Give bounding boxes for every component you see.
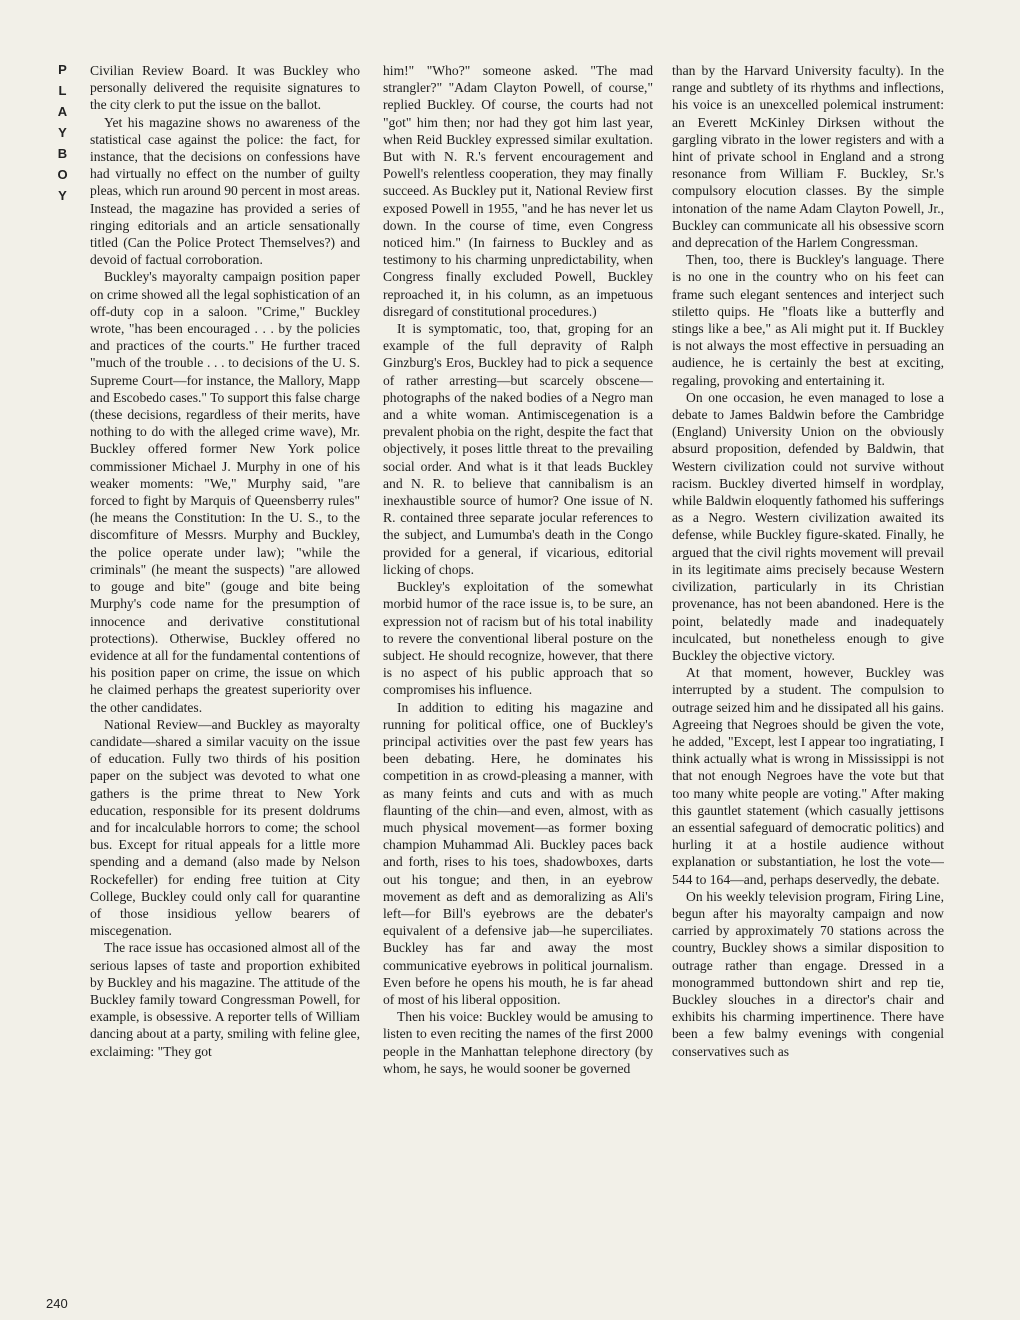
magazine-name: PLAYBOY [55, 62, 70, 209]
page-number: 240 [46, 1296, 68, 1311]
paragraph: In addition to editing his magazine and running for political office, one of Buckley's principal activities over the past few years has been debating. Here, he dominates his competition in as crowd-pleasing a manner, with as many feints and cuts and with as much flaunting of the chin—and even, almost, with as much physical movement—as former boxing champion Muhammad Ali. Buckley paces back and forth, rises to his toes, shadowboxes, darts out his tongue; and then, in an eyebrow movement as deft and as demoralizing as Ali's left—for Bill's eyebrows are the debater's equivalent of a defensive jab—he superciliates. Buckley has far and away the most communicative eyebrows in political journalism. Even before he opens his mouth, he is far ahead of most of his liberal opposition. [383, 699, 653, 1007]
paragraph: than by the Harvard University faculty). In the range and subtlety of its rhythms and inflections, his voice is an unexcelled polemical instrument: an Everett McKinley Dirksen without the gargling vibrato in the lower registers and with a hint of private school in England and a strong resonance from William F. Buckley, Sr.'s compulsory elocution classes. By the simple intonation of the name Adam Clayton Powell, Jr., Buckley can communicate all his obsessive scorn and deprecation of the Harlem Congressman. [672, 63, 944, 251]
paragraph: It is symptomatic, too, that, groping for an example of the full depravity of Ralph Ginzburg's Eros, Buckley had to pick a sequence of rather arresting—but scarcely obscene—photographs of the naked bodies of a Negro man and a white woman. Antimiscegenation is a prevalent phobia on the right, despite the fact that objectively, it poses little threat to the prevailing social order. And what is it that leads Buckley and N. R. to believe that cannibalism is an inexhaustible source of humor? One issue of N. R. contained three separate jocular references to the subject, and Lumumba's death in the Congo provided for a general, if vicarious, editorial licking of chops. [383, 321, 653, 577]
paragraph: Then his voice: Buckley would be amusing to listen to even reciting the names of the first 2000 people in the Manhattan telephone directory (by whom, he says, he would sooner be governed [383, 1009, 653, 1076]
paragraph: Buckley's mayoralty campaign position paper on crime showed all the legal sophistication of an off-duty cop in a saloon. "Crime," Buckley wrote, "has been encouraged . . . by the policies and practices of the courts." He further traced "much of the trouble . . . to decisions of the U. S. Supreme Court—for instance, the Mallory, Mapp and Escobedo cases." To support this false charge (these decisions, regardless of their merits, have nothing to do with the alleged crime wave), Mr. Buckley offered former New York police commissioner Michael J. Murphy in one of his weaker moments: "We," Murphy said, "are forced to fight by Marquis of Queensberry rules" (he means the Constitution: In the U. S., to the discomfiture of Messrs. Murphy and Buckley, the police operate under law); "while the criminals" (he meant the suspects) "are allowed to gouge and bite" (gouge and bite being Murphy's code name for the presumption of innocence and derivative constitutional protections). Otherwise, Buckley offered no evidence at all for the fundamental contentions of his position paper on crime, the issue on which he claimed perhaps the greatest superiority over the other candidates. [90, 269, 360, 715]
text-column-2 [383, 62, 653, 1302]
paragraph: Then, too, there is Buckley's language. There is no one in the country who on his feet can frame such elegant sentences and interject such stiletto quips. He "floats like a butterfly and stings like a bee," as Ali might put it. If Buckley is not always the most effective in persuading an audience, he is certainly the best at exciting, regaling, provoking and entertaining it. [672, 252, 944, 388]
paragraph: National Review—and Buckley as mayoralty candidate—shared a similar vacuity on the issue of education. Fully two thirds of his position paper on the subject was devoted to what one gathers is the prime threat to New York education, responsible for its present doldrums and for incalculable horrors to come; the school bus. Except for ritual appeals for a little more spending and a demand (also made by Nelson Rockefeller) for ending free tuition at City College, Buckley could only call for quarantine of those insidious yellow bearers of miscegenation. [90, 716, 360, 939]
paragraph: him!" "Who?" someone asked. "The mad strangler?" "Adam Clayton Powell, of course," replied Buckley. Of course, the courts had not "got" him then; nor had they got him last year, when Reid Buckley expressed similar exultation. But with N. R.'s fervent encouragement and Powell's relentless cooperation, they may finally succeed. As Buckley put it, National Review first exposed Powell in 1955, "and he has never let us down. In the course of time, even Congress noticed him." (In fairness to Buckley and as testimony to his charming unpredictability, when Congress finally excluded Powell, Buckley reproached it, in his column, as an impetuous disregard of constitutional procedures.) [383, 63, 653, 319]
paragraph: Yet his magazine shows no awareness of the statistical case against the police: the fact, for instance, that the decisions on confessions have had virtually no effect on the number of guilty pleas, which run around 90 percent in most areas. Instead, the magazine has provided a series of ringing editorials and an article sensationally titled (Can the Police Protect Themselves?) and devoid of factual corroboration. [90, 114, 360, 268]
paragraph: Buckley's exploitation of the somewhat morbid humor of the race issue is, to be sure, an expression not of racism but of his total inability to revere the conventional liberal posture on the subject. He should recognize, however, that there is no aspect of his public approach that so compromises his influence. [383, 579, 653, 698]
text-column-1 [90, 62, 360, 1302]
paragraph: On his weekly television program, Firing Line, begun after his mayoralty campaign and now carried by approximately 70 stations across the country, Buckley shows a similar disposition to outrage rather than engage. Dressed in a monogrammed buttondown shirt and rep tie, Buckley slouches in a director's chair and exhibits his charming impertinence. There have been a few balmy evenings with congenial conservatives such as [672, 888, 944, 1059]
paragraph: At that moment, however, Buckley was interrupted by a student. The compulsion to outrage seized him and he dissipated all his gains. Agreeing that Negroes should be given the vote, he added, "Except, lest I appear too ingratiating, I think actually what is wrong in Mississippi is not that not enough Negroes have the vote but that too many white people are voting." After making this gauntlet statement (which casually jettisons an essential safeguard of democratic politics) and hurling it at a hostile audience without explanation or substantiation, he lost the vote—544 to 164—and, perhaps deservedly, the debate. [672, 665, 944, 887]
paragraph: Civilian Review Board. It was Buckley who personally delivered the requisite signatures to the city clerk to put the issue on the ballot. [90, 63, 360, 113]
paragraph: On one occasion, he even managed to lose a debate to James Baldwin before the Cambridge (England) University Union on the obviously absurd proposition, defended by Baldwin, that Western civilization could not survive without racism. Buckley diverted himself in wordplay, while Baldwin eloquently fathomed his sufferings as a Negro. Western civilization awaited its defense, while Buckley figure-skated. Finally, he argued that the civil rights movement will prevail in its legitimate aims precisely because Western civilization, particularly in its Christian provenance, has not been abandoned. Here is the point, belatedly made and inadequately inculcated, but nonetheless enough to give Buckley the objective victory. [672, 389, 944, 663]
paragraph: The race issue has occasioned almost all of the serious lapses of taste and proportion exhibited by Buckley and his magazine. The attitude of the Buckley family toward Congressman Powell, for example, is obsessive. A reporter tells of William dancing about at a party, smiling with feline glee, exclaiming: "They got [90, 940, 360, 1059]
text-column-3 [672, 62, 944, 1302]
